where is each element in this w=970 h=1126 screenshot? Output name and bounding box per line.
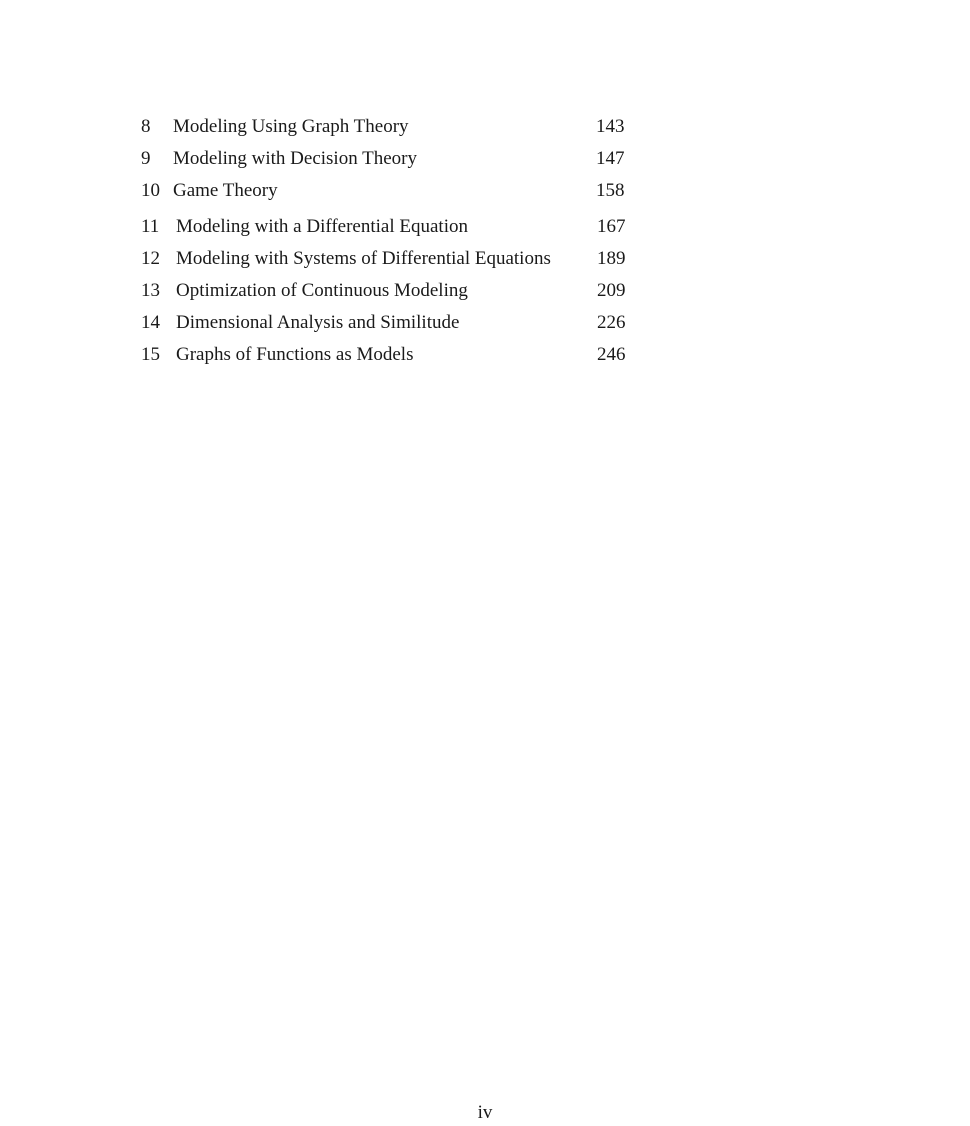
chapter-number: 15: [141, 344, 160, 365]
chapter-title: Modeling with a Differential Equation: [176, 216, 468, 237]
chapter-title: Dimensional Analysis and Similitude: [176, 312, 460, 333]
chapter-number: 13: [141, 280, 160, 301]
chapter-title: Modeling Using Graph Theory: [173, 116, 409, 137]
toc-entry-10: [0, 178, 970, 204]
chapter-page-number: 246: [597, 344, 626, 365]
chapter-number: 10: [141, 180, 160, 201]
toc-entry-13: [0, 278, 970, 304]
chapter-title: Game Theory: [173, 180, 278, 201]
toc-entry-9: [0, 146, 970, 172]
toc-entry-15: [0, 342, 970, 368]
chapter-number: 9: [141, 148, 151, 169]
chapter-page-number: 147: [596, 148, 625, 169]
chapter-title: Modeling with Decision Theory: [173, 148, 417, 169]
chapter-page-number: 167: [597, 216, 626, 237]
chapter-page-number: 143: [596, 116, 625, 137]
chapter-title: Optimization of Continuous Modeling: [176, 280, 468, 301]
chapter-page-number: 209: [597, 280, 626, 301]
chapter-title: Graphs of Functions as Models: [176, 344, 414, 365]
toc-entry-8: [0, 114, 970, 140]
chapter-number: 8: [141, 116, 151, 137]
chapter-page-number: 226: [597, 312, 626, 333]
chapter-page-number: 158: [596, 180, 625, 201]
chapter-number: 12: [141, 248, 160, 269]
chapter-number: 14: [141, 312, 160, 333]
toc-entry-14: [0, 310, 970, 336]
chapter-page-number: 189: [597, 248, 626, 269]
chapter-title: Modeling with Systems of Differential Equations: [176, 248, 551, 269]
toc-entry-12: [0, 246, 970, 272]
chapter-number: 11: [141, 216, 160, 237]
page-folio: iv: [477, 1102, 493, 1123]
toc-entry-11: [0, 214, 970, 240]
